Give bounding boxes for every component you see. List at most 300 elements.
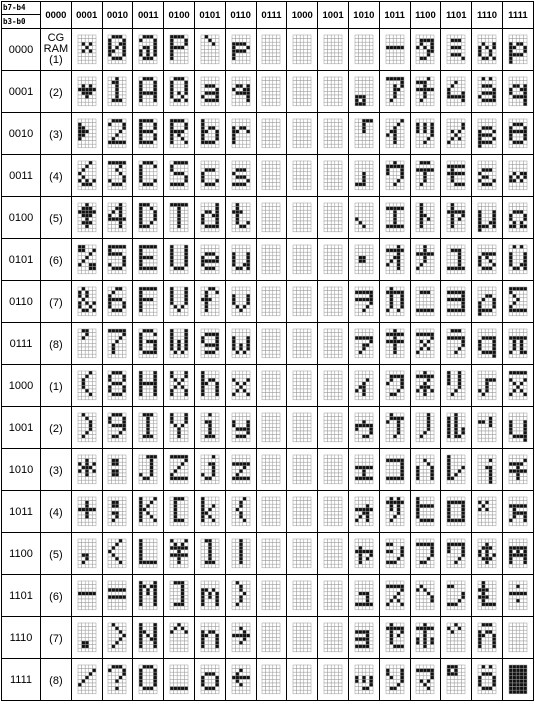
pixel-off	[482, 88, 486, 92]
pixel-off	[266, 245, 270, 249]
pixel-off	[242, 259, 246, 263]
pixel-off	[246, 165, 250, 169]
glyph-pixel-grid	[413, 33, 437, 66]
pixel-off	[177, 252, 181, 256]
pixel-off	[324, 259, 328, 263]
pixel-off	[92, 336, 96, 340]
pixel-on	[108, 329, 112, 333]
pixel-on	[520, 42, 524, 46]
pixel-off	[447, 35, 451, 39]
pixel-off	[328, 119, 332, 123]
pixel-off	[262, 333, 266, 337]
pixel-off	[338, 347, 342, 351]
pixel-off	[358, 42, 362, 46]
pixel-off	[262, 336, 266, 340]
pixel-off	[424, 165, 428, 169]
pixel-off	[362, 168, 366, 172]
pixel-off	[208, 53, 212, 57]
pixel-on	[431, 46, 435, 50]
pixel-off	[297, 161, 301, 165]
pixel-off	[235, 133, 239, 137]
pixel-on	[242, 305, 246, 309]
pixel-off	[338, 309, 342, 313]
glyph-pixel-grid	[321, 201, 345, 234]
pixel-off	[81, 252, 85, 256]
pixel-off	[239, 312, 243, 316]
pixel-off	[232, 245, 236, 249]
pixel-off	[331, 270, 335, 274]
pixel-off	[369, 130, 373, 134]
pixel-off	[478, 84, 482, 88]
pixel-off	[300, 301, 304, 305]
pixel-off	[300, 99, 304, 103]
pixel-on	[420, 347, 424, 351]
pixel-off	[462, 175, 466, 179]
pixel-off	[297, 186, 301, 190]
pixel-off	[174, 347, 178, 351]
pixel-on	[362, 225, 366, 229]
pixel-on	[246, 347, 250, 351]
pixel-off	[355, 49, 359, 53]
pixel-off	[300, 263, 304, 267]
pixel-on	[424, 172, 428, 176]
pixel-off	[328, 175, 332, 179]
pixel-off	[396, 301, 400, 305]
pixel-off	[451, 35, 455, 39]
pixel-off	[366, 81, 370, 85]
pixel-off	[85, 287, 89, 291]
pixel-off	[338, 210, 342, 214]
pixel-off	[485, 259, 489, 263]
pixel-off	[239, 81, 243, 85]
pixel-off	[300, 84, 304, 88]
pixel-off	[431, 95, 435, 99]
pixel-off	[427, 249, 431, 253]
pixel-on	[212, 168, 216, 172]
pixel-off	[300, 291, 304, 295]
pixel-off	[335, 175, 339, 179]
pixel-off	[208, 312, 212, 316]
pixel-off	[143, 42, 147, 46]
pixel-off	[386, 81, 390, 85]
pixel-off	[235, 336, 239, 340]
pixel-off	[308, 39, 312, 43]
pixel-off	[170, 305, 174, 309]
pixel-off	[235, 294, 239, 298]
pixel-on	[116, 133, 120, 137]
pixel-off	[239, 287, 243, 291]
pixel-off	[154, 252, 158, 256]
pixel-on	[181, 183, 185, 187]
pixel-off	[358, 214, 362, 218]
pixel-off	[146, 39, 150, 43]
pixel-off	[174, 126, 178, 130]
pixel-off	[78, 81, 82, 85]
pixel-off	[297, 46, 301, 50]
glyph-pixel-grid	[290, 243, 314, 276]
pixel-off	[300, 252, 304, 256]
pixel-off	[358, 57, 362, 61]
pixel-off	[362, 77, 366, 81]
pixel-off	[447, 77, 451, 81]
pixel-off	[516, 91, 520, 95]
pixel-on	[139, 287, 143, 291]
pixel-on	[393, 329, 397, 333]
pixel-on	[177, 347, 181, 351]
pixel-on	[143, 351, 147, 355]
pixel-off	[369, 270, 373, 274]
pixel-off	[116, 294, 120, 298]
pixel-on	[482, 133, 486, 137]
character-cell	[71, 323, 102, 365]
pixel-off	[520, 270, 524, 274]
pixel-off	[143, 95, 147, 99]
pixel-on	[420, 252, 424, 256]
pixel-off	[458, 88, 462, 92]
pixel-off	[201, 354, 205, 358]
pixel-off	[181, 126, 185, 130]
pixel-off	[355, 57, 359, 61]
pixel-off	[324, 263, 328, 267]
pixel-on	[389, 294, 393, 298]
pixel-on	[509, 309, 513, 313]
pixel-off	[431, 179, 435, 183]
pixel-off	[293, 130, 297, 134]
pixel-off	[451, 57, 455, 61]
pixel-off	[78, 217, 82, 221]
pixel-off	[116, 203, 120, 207]
pixel-off	[355, 35, 359, 39]
pixel-off	[308, 102, 312, 106]
pixel-off	[389, 35, 393, 39]
pixel-on	[246, 267, 250, 271]
pixel-off	[88, 351, 92, 355]
pixel-on	[112, 35, 116, 39]
pixel-off	[92, 259, 96, 263]
pixel-off	[485, 263, 489, 267]
pixel-off	[478, 207, 482, 211]
pixel-on	[489, 183, 493, 187]
pixel-off	[154, 203, 158, 207]
pixel-off	[369, 77, 373, 81]
pixel-off	[119, 81, 123, 85]
pixel-off	[146, 263, 150, 267]
pixel-off	[454, 137, 458, 141]
pixel-off	[204, 312, 208, 316]
pixel-off	[355, 81, 359, 85]
pixel-on	[416, 81, 420, 85]
pixel-on	[242, 175, 246, 179]
pixel-off	[270, 336, 274, 340]
pixel-off	[331, 217, 335, 221]
character-code-table	[1, 1, 534, 701]
pixel-on	[420, 39, 424, 43]
pixel-off	[174, 333, 178, 337]
pixel-on	[362, 172, 366, 176]
pixel-off	[355, 186, 359, 190]
pixel-on	[201, 179, 205, 183]
pixel-off	[454, 259, 458, 263]
pixel-off	[516, 119, 520, 123]
pixel-on	[119, 298, 123, 302]
pixel-on	[139, 214, 143, 218]
pixel-on	[174, 183, 178, 187]
pixel-on	[393, 91, 397, 95]
pixel-off	[489, 256, 493, 260]
pixel-on	[393, 347, 397, 351]
pixel-on	[242, 351, 246, 355]
pixel-off	[355, 144, 359, 148]
pixel-off	[123, 183, 127, 187]
pixel-off	[123, 77, 127, 81]
pixel-off	[204, 137, 208, 141]
pixel-off	[300, 203, 304, 207]
pixel-off	[108, 186, 112, 190]
pixel-off	[324, 144, 328, 148]
pixel-off	[273, 347, 277, 351]
pixel-on	[215, 133, 219, 137]
table-row	[2, 281, 534, 323]
pixel-off	[358, 249, 362, 253]
pixel-off	[427, 183, 431, 187]
pixel-off	[416, 137, 420, 141]
pixel-off	[512, 263, 516, 267]
pixel-off	[300, 249, 304, 253]
pixel-off	[181, 214, 185, 218]
pixel-off	[150, 172, 154, 176]
pixel-off	[212, 245, 216, 249]
pixel-on	[523, 95, 527, 99]
character-cell	[71, 29, 102, 71]
pixel-off	[112, 60, 116, 64]
pixel-on	[396, 333, 400, 337]
pixel-off	[170, 161, 174, 165]
pixel-on	[108, 214, 112, 218]
pixel-off	[78, 207, 82, 211]
pixel-off	[146, 168, 150, 172]
pixel-on	[143, 267, 147, 271]
pixel-on	[204, 301, 208, 305]
pixel-off	[177, 95, 181, 99]
pixel-on	[154, 343, 158, 347]
pixel-on	[427, 333, 431, 337]
pixel-on	[170, 294, 174, 298]
pixel-on	[184, 259, 188, 263]
pixel-off	[416, 291, 420, 295]
pixel-off	[146, 99, 150, 103]
pixel-on	[492, 221, 496, 225]
pixel-off	[362, 186, 366, 190]
pixel-on	[139, 179, 143, 183]
glyph-pixel-grid	[136, 33, 160, 66]
pixel-off	[358, 225, 362, 229]
pixel-off	[366, 57, 370, 61]
pixel-off	[81, 144, 85, 148]
pixel-on	[154, 84, 158, 88]
pixel-on	[451, 46, 455, 50]
pixel-off	[293, 39, 297, 43]
pixel-on	[246, 91, 250, 95]
pixel-off	[489, 214, 493, 218]
pixel-on	[170, 141, 174, 145]
pixel-on	[366, 343, 370, 347]
pixel-off	[266, 133, 270, 137]
glyph-pixel-grid	[167, 243, 191, 276]
pixel-off	[150, 333, 154, 337]
pixel-off	[143, 309, 147, 313]
pixel-off	[246, 123, 250, 127]
pixel-off	[366, 354, 370, 358]
pixel-off	[482, 39, 486, 43]
pixel-off	[396, 186, 400, 190]
pixel-off	[112, 340, 116, 344]
pixel-off	[458, 228, 462, 232]
pixel-off	[143, 294, 147, 298]
pixel-off	[78, 351, 82, 355]
pixel-on	[431, 126, 435, 130]
pixel-off	[485, 119, 489, 123]
pixel-off	[335, 95, 339, 99]
pixel-off	[119, 49, 123, 53]
pixel-off	[270, 35, 274, 39]
pixel-on	[112, 137, 116, 141]
pixel-off	[355, 294, 359, 298]
pixel-off	[355, 245, 359, 249]
pixel-off	[386, 161, 390, 165]
pixel-off	[482, 210, 486, 214]
pixel-off	[492, 294, 496, 298]
pixel-off	[355, 137, 359, 141]
pixel-on	[85, 88, 89, 92]
pixel-off	[235, 102, 239, 106]
pixel-off	[489, 123, 493, 127]
pixel-on	[478, 263, 482, 267]
pixel-off	[512, 186, 516, 190]
pixel-off	[108, 312, 112, 316]
pixel-off	[277, 263, 281, 267]
pixel-on	[393, 161, 397, 165]
pixel-on	[458, 249, 462, 253]
pixel-off	[478, 99, 482, 103]
pixel-on	[139, 305, 143, 309]
pixel-off	[393, 175, 397, 179]
pixel-off	[482, 256, 486, 260]
pixel-off	[92, 57, 96, 61]
pixel-off	[212, 256, 216, 260]
pixel-off	[273, 172, 277, 176]
pixel-off	[358, 217, 362, 221]
pixel-off	[293, 161, 297, 165]
pixel-off	[516, 186, 520, 190]
glyph-pixel-grid	[321, 117, 345, 150]
pixel-off	[366, 203, 370, 207]
pixel-off	[208, 123, 212, 127]
pixel-off	[454, 225, 458, 229]
pixel-off	[424, 60, 428, 64]
pixel-off	[293, 225, 297, 229]
pixel-on	[139, 252, 143, 256]
pixel-off	[396, 91, 400, 95]
pixel-off	[266, 225, 270, 229]
pixel-off	[304, 301, 308, 305]
pixel-on	[454, 210, 458, 214]
pixel-on	[150, 77, 154, 81]
pixel-on	[362, 343, 366, 347]
pixel-on	[232, 133, 236, 137]
pixel-off	[509, 102, 513, 106]
pixel-off	[293, 186, 297, 190]
pixel-off	[143, 354, 147, 358]
pixel-off	[386, 123, 390, 127]
pixel-on	[478, 144, 482, 148]
pixel-on	[208, 84, 212, 88]
pixel-on	[78, 249, 82, 253]
pixel-off	[85, 35, 89, 39]
pixel-off	[146, 336, 150, 340]
pixel-off	[239, 270, 243, 274]
pixel-off	[308, 53, 312, 57]
pixel-off	[366, 294, 370, 298]
pixel-off	[146, 249, 150, 253]
pixel-on	[116, 217, 120, 221]
pixel-off	[482, 305, 486, 309]
pixel-on	[88, 263, 92, 267]
pixel-off	[454, 126, 458, 130]
pixel-on	[170, 57, 174, 61]
pixel-on	[427, 53, 431, 57]
pixel-off	[308, 99, 312, 103]
pixel-off	[143, 347, 147, 351]
pixel-off	[201, 49, 205, 53]
pixel-off	[266, 252, 270, 256]
pixel-off	[400, 144, 404, 148]
pixel-off	[516, 217, 520, 221]
pixel-off	[300, 354, 304, 358]
pixel-on	[116, 46, 120, 50]
pixel-off	[204, 81, 208, 85]
pixel-on	[143, 130, 147, 134]
pixel-off	[308, 214, 312, 218]
pixel-on	[239, 91, 243, 95]
pixel-off	[516, 183, 520, 187]
pixel-off	[427, 172, 431, 176]
pixel-off	[235, 259, 239, 263]
pixel-on	[177, 130, 181, 134]
pixel-off	[389, 137, 393, 141]
glyph-pixel-grid	[290, 201, 314, 234]
pixel-off	[386, 39, 390, 43]
pixel-off	[108, 336, 112, 340]
pixel-off	[235, 228, 239, 232]
pixel-off	[338, 49, 342, 53]
pixel-off	[232, 84, 236, 88]
pixel-off	[509, 186, 513, 190]
pixel-off	[451, 333, 455, 337]
pixel-off	[146, 305, 150, 309]
pixel-off	[143, 217, 147, 221]
pixel-off	[92, 228, 96, 232]
pixel-off	[273, 252, 277, 256]
pixel-off	[270, 329, 274, 333]
pixel-off	[139, 186, 143, 190]
pixel-off	[416, 301, 420, 305]
pixel-off	[212, 347, 216, 351]
pixel-off	[81, 333, 85, 337]
pixel-on	[478, 130, 482, 134]
pixel-off	[512, 203, 516, 207]
pixel-off	[416, 57, 420, 61]
pixel-off	[416, 347, 420, 351]
